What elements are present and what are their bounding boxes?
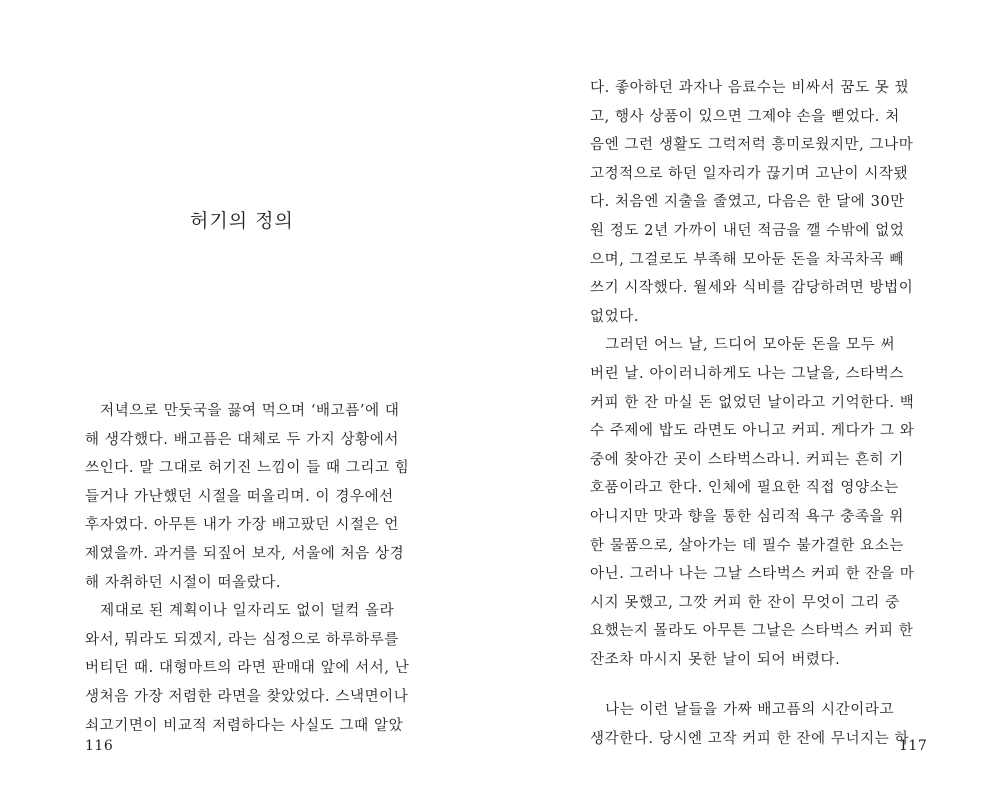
text-line: 아닌. 그러나 나는 그날 스타벅스 커피 한 잔을 마: [590, 566, 915, 583]
text-line: 잔조차 마시지 못한 날이 되어 버렸다.: [590, 651, 841, 668]
text-line: 으며, 그걸로도 부족해 모아둔 돈을 차곡차곡 빼: [590, 251, 904, 268]
text-line: 시지 못했고, 그깟 커피 한 잔이 무엇이 그리 중: [590, 594, 900, 611]
page-number-right: 117: [899, 738, 928, 754]
text-line: 그러던 어느 날, 드디어 모아둔 돈을 모두 써: [590, 337, 896, 354]
text-line: 중에 찾아간 곳이 스타벅스라니. 커피는 흔히 기: [590, 451, 904, 468]
text-line: 제였을까. 과거를 되짚어 보자, 서울에 처음 상경: [85, 545, 405, 562]
right-body-text: [590, 74, 914, 754]
text-line: 들거나 가난했던 시절을 떠올리며. 이 경우에선: [85, 488, 394, 505]
text-line: 나는 이런 날들을 가짜 배고픔의 시간이라고: [590, 702, 895, 719]
text-line: 생각한다. 당시엔 고작 커피 한 잔에 무너지는 하: [590, 731, 910, 748]
text-line: 저녁으로 만둣국을 끓여 먹으며 ‘배고픔’에 대: [85, 403, 400, 419]
text-line: 요했는지 몰라도 아무튼 그날은 스타벅스 커피 한: [590, 623, 914, 640]
text-line: 고, 행사 상품이 있으면 그제야 손을 뻗었다. 처: [590, 108, 900, 125]
text-line: 다. 좋아하던 과자나 음료수는 비싸서 꿈도 못 꿨: [590, 80, 910, 96]
text-line: 호품이라고 한다. 인체에 필요한 직접 영양소는: [590, 480, 899, 497]
text-line: 생처음 가장 저렴한 라면을 찾았었다. 스낵면이나: [85, 688, 409, 705]
text-line: 없었다.: [590, 308, 640, 325]
text-line: 다. 처음엔 지출을 줄였고, 다음은 한 달에 30만: [590, 194, 905, 211]
text-line: 고정적으로 하던 일자리가 끊기며 고난이 시작됐: [590, 165, 909, 182]
text-line: 제대로 된 계획이나 일자리도 없이 덜컥 올라: [85, 603, 395, 620]
paragraph-gap: [590, 674, 914, 696]
text-line: 아니지만 맛과 향을 통한 심리적 욕구 충족을 위: [590, 508, 904, 525]
text-line: 버티던 때. 대형마트의 라면 판매대 앞에 서서, 난: [85, 660, 410, 677]
text-line: 수 주제에 밥도 라면도 아니고 커피. 게다가 그 와: [590, 423, 915, 440]
text-line: 해 생각했다. 배고픔은 대체로 두 가지 상황에서: [85, 431, 399, 448]
text-line: 와서, 뭐라도 되겠지, 라는 심정으로 하루하루를: [85, 631, 399, 648]
text-line: 쓰인다. 말 그대로 허기진 느낌이 들 때 그리고 힘: [85, 460, 410, 477]
text-line: 후자였다. 아무튼 내가 가장 배고팠던 시절은 언: [85, 517, 399, 534]
text-line: 원 정도 2년 가까이 내던 적금을 깰 수밖에 없었: [590, 222, 905, 239]
text-line: 한 물품으로, 살아가는 데 필수 불가결한 요소는: [590, 537, 904, 554]
left-body-text: [85, 397, 409, 740]
text-line: 버린 날. 아이러니하게도 나는 그날을, 스타벅스: [590, 365, 904, 382]
text-line: 음엔 그런 생활도 그럭저럭 흥미로웠지만, 그나마: [590, 137, 914, 154]
text-line: 커피 한 잔 마실 돈 없었던 날이라고 기억한다. 백: [590, 394, 915, 411]
page-number-left: 116: [85, 738, 114, 754]
right-page: [500, 0, 1000, 805]
text-line: 쇠고기면이 비교적 저렴하다는 사실도 그때 알았: [85, 717, 404, 734]
text-line: 쓰기 시작했다. 월세와 식비를 감당하려면 방법이: [590, 280, 914, 297]
chapter-title: 허기의 정의: [190, 210, 294, 232]
text-line: 해 자취하던 시절이 떠올랐다.: [85, 574, 282, 591]
